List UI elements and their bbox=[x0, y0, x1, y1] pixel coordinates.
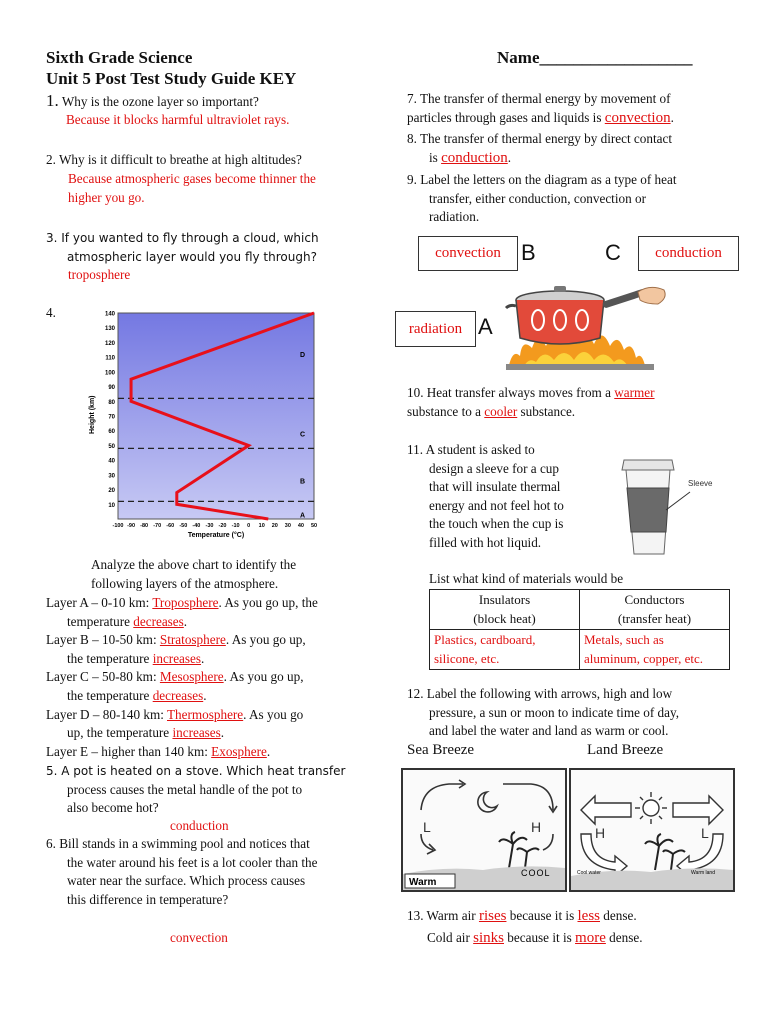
layer-e-line bbox=[46, 743, 376, 762]
cell-conductors bbox=[580, 630, 730, 670]
y-axis-label: Height (km) bbox=[89, 395, 96, 434]
x-tick-label: 20 bbox=[271, 523, 278, 529]
question-3 bbox=[46, 229, 319, 266]
layer-a-line-2 bbox=[46, 613, 376, 632]
q13-line2-end: dense. bbox=[605, 930, 643, 945]
q12-line-3: and label the water and land as warm or cool. bbox=[429, 723, 669, 739]
period: . bbox=[183, 613, 188, 629]
q1-answer: Because it blocks harmful ultraviolet rays. bbox=[66, 112, 290, 127]
q13-answer-1: rises bbox=[478, 908, 507, 924]
x-tick-label: 10 bbox=[258, 523, 265, 529]
layer-a-pre: Layer A – 0-10 km: bbox=[46, 595, 153, 610]
x-tick-label: -70 bbox=[153, 523, 162, 529]
layer-b-pre2: the temperature bbox=[67, 650, 153, 666]
q7-line-2 bbox=[407, 109, 674, 128]
doc-title bbox=[46, 47, 296, 89]
q13-line-2 bbox=[407, 927, 643, 949]
q10-line-1 bbox=[407, 384, 655, 403]
q3-answer: troposphere bbox=[68, 267, 131, 282]
y-tick-label: 70 bbox=[108, 414, 115, 421]
header-conductors-title: Conductors bbox=[624, 592, 685, 607]
letter-a: A bbox=[478, 314, 493, 339]
period: . bbox=[201, 650, 205, 666]
x-tick-label: -30 bbox=[205, 523, 214, 529]
question-7 bbox=[407, 90, 674, 127]
palm-tree-icon bbox=[499, 832, 539, 868]
q13-answer-2: less bbox=[577, 908, 600, 924]
header-insulators-sub: (block heat) bbox=[473, 610, 536, 626]
land-warm-land-label: Warm land bbox=[691, 870, 715, 876]
q4-number: 4. bbox=[46, 305, 56, 320]
q13-line2-pre: Cold air bbox=[427, 930, 474, 945]
coffee-cup-illustration bbox=[612, 452, 732, 560]
y-tick-label: 30 bbox=[108, 473, 115, 480]
table-row bbox=[430, 630, 730, 670]
analysis-intro bbox=[91, 556, 296, 593]
header-insulators-title: Insulators bbox=[478, 592, 531, 607]
period: . bbox=[266, 743, 271, 759]
x-tick-label: -90 bbox=[127, 523, 136, 529]
layer-d-line bbox=[46, 706, 376, 725]
q6-line-3: water near the surface. Which process causes bbox=[67, 873, 306, 889]
layer-b-mid: . As you go up, bbox=[225, 632, 306, 648]
hand-icon bbox=[638, 287, 665, 304]
x-tick-label: -60 bbox=[166, 523, 175, 529]
q11-line-2: design a sleeve for a cup bbox=[429, 460, 559, 476]
x-tick-label: -50 bbox=[179, 523, 188, 529]
chart-plot-area bbox=[118, 313, 314, 519]
x-axis-label: Temperature (°C) bbox=[187, 532, 245, 539]
land-cool-water-label: Cool water bbox=[577, 870, 601, 876]
y-tick-label: 60 bbox=[108, 429, 115, 436]
label-box-b: convection bbox=[418, 236, 518, 271]
layer-label: B bbox=[300, 478, 306, 486]
sea-warm-label: Warm bbox=[409, 877, 437, 888]
x-tick-label: -100 bbox=[112, 523, 124, 529]
x-tick-label: 50 bbox=[310, 523, 318, 529]
cup-lid-icon bbox=[622, 460, 674, 470]
sleeve-pointer bbox=[666, 492, 690, 510]
y-tick-label: 130 bbox=[104, 326, 115, 333]
q10-answer-2: cooler bbox=[484, 403, 518, 419]
layer-b-line bbox=[46, 631, 376, 650]
cell-insulators-line-2: silicone, etc. bbox=[434, 650, 500, 666]
analysis-intro-line-1: Analyze the above chart to identify the bbox=[91, 557, 297, 572]
land-breeze-diagram bbox=[569, 768, 735, 892]
y-tick-label: 10 bbox=[108, 502, 115, 509]
y-tick-label: 80 bbox=[108, 399, 115, 406]
q13-line1-pre: 13. Warm air bbox=[407, 908, 479, 923]
q10-answer-1: warmer bbox=[614, 385, 655, 400]
q9-line-1: 9. Label the letters on the diagram as a type of heat bbox=[407, 172, 677, 187]
q11-line-3: that will insulate thermal bbox=[429, 479, 561, 495]
layer-a-trend: decreases bbox=[133, 613, 184, 629]
sea-breeze-diagram bbox=[401, 768, 567, 892]
q12-line-2: pressure, a sun or moon to indicate time of day, bbox=[429, 704, 680, 720]
layer-c-mid: . As you go up, bbox=[223, 669, 304, 685]
pot-icon bbox=[506, 286, 604, 344]
layer-label: C bbox=[300, 431, 306, 439]
layer-c-pre: Layer C – 50-80 km: bbox=[46, 669, 160, 685]
x-tick-label: -20 bbox=[218, 523, 227, 529]
cell-conductors-line-1: Metals, such as bbox=[584, 632, 664, 647]
layer-c-pre2: the temperature bbox=[67, 687, 153, 703]
q8-line-2 bbox=[407, 149, 672, 168]
q2-text: 2. Why is it difficult to breathe at high altitudes? bbox=[46, 152, 302, 167]
sleeve-label: Sleeve bbox=[688, 479, 713, 488]
q10-text-3: substance. bbox=[517, 403, 576, 419]
q7-answer: convection bbox=[604, 109, 671, 126]
sun-icon bbox=[635, 792, 667, 824]
y-tick-label: 110 bbox=[105, 355, 115, 362]
y-tick-label: 20 bbox=[108, 488, 115, 495]
q13-answer-3: sinks bbox=[473, 930, 504, 946]
q5-answer: conduction bbox=[170, 818, 229, 833]
q12-line-1: 12. Label the following with arrows, high and low bbox=[407, 686, 673, 701]
q10-line-2 bbox=[407, 403, 655, 422]
header-insulators bbox=[430, 590, 580, 630]
q11-line-1: 11. A student is asked to bbox=[407, 442, 535, 457]
letter-c: C bbox=[605, 240, 621, 265]
layer-c-answer: Mesosphere bbox=[159, 669, 224, 685]
x-tick-label: -10 bbox=[231, 523, 240, 529]
q2-answer-line-2: higher you go. bbox=[68, 189, 145, 205]
layer-d-line-2 bbox=[46, 724, 376, 743]
q2-answer-line-1: Because atmospheric gases become thinner the bbox=[68, 171, 316, 186]
x-tick-label: 30 bbox=[284, 523, 291, 529]
question-10 bbox=[407, 384, 655, 421]
q13-line-1 bbox=[407, 905, 643, 927]
stove-burner-icon bbox=[506, 364, 654, 370]
layer-d-pre2: up, the temperature bbox=[67, 725, 173, 741]
question-8 bbox=[407, 130, 672, 167]
q2-answer bbox=[68, 170, 316, 207]
q13-line2-mid: because it is bbox=[504, 930, 576, 945]
period: . bbox=[220, 725, 225, 741]
layer-d-pre: Layer D – 80-140 km: bbox=[46, 706, 167, 722]
question-6 bbox=[46, 835, 317, 909]
question-11 bbox=[407, 441, 564, 553]
cell-insulators-line-1: Plastics, cardboard, bbox=[434, 632, 536, 647]
q11-line-6: filled with hot liquid. bbox=[429, 534, 542, 550]
sea-breeze-title: Sea Breeze bbox=[407, 742, 475, 758]
letter-b: B bbox=[521, 240, 536, 265]
q1-text: Why is the ozone layer so important? bbox=[61, 94, 259, 109]
y-tick-label: 140 bbox=[104, 311, 115, 318]
layer-a-pre2: temperature bbox=[67, 613, 134, 629]
q3-line-1: 3. If you wanted to fly through a cloud, which bbox=[46, 231, 319, 245]
q1-number: 1. bbox=[46, 91, 59, 110]
q3-line-2: atmospheric layer would you fly through? bbox=[67, 249, 317, 264]
layer-c-line bbox=[46, 668, 376, 687]
layer-b-answer: Stratosphere bbox=[159, 632, 226, 648]
q13-line1-mid: because it is bbox=[506, 908, 578, 923]
y-tick-label: 120 bbox=[104, 340, 115, 347]
q6-line-4: this difference in temperature? bbox=[67, 891, 229, 907]
layer-a-line bbox=[46, 594, 376, 613]
x-tick-label: -40 bbox=[192, 523, 201, 529]
question-1 bbox=[46, 92, 259, 112]
land-high-pressure: H bbox=[595, 825, 606, 841]
q6-line-2: the water around his feet is a lot cooler than the bbox=[67, 854, 318, 870]
table-header-row bbox=[430, 590, 730, 630]
moon-icon bbox=[478, 792, 497, 812]
name-field-label: Name__________________ bbox=[497, 48, 693, 67]
y-tick-label: 50 bbox=[108, 443, 115, 450]
sea-cool-label: COOL bbox=[521, 868, 551, 878]
x-tick-label: 0 bbox=[247, 523, 251, 529]
layer-d-mid: . As you go bbox=[243, 706, 304, 722]
layer-a-answer: Troposphere bbox=[152, 595, 219, 610]
y-tick-label: 40 bbox=[108, 458, 115, 465]
header-conductors bbox=[580, 590, 730, 630]
sea-low-pressure: L bbox=[423, 819, 431, 835]
cell-insulators bbox=[430, 630, 580, 670]
q7-line-1: 7. The transfer of thermal energy by movement of bbox=[407, 91, 671, 106]
pot-on-stove-illustration bbox=[498, 278, 670, 372]
q7-text-2: particles through gases and liquids is bbox=[407, 109, 605, 125]
question-5 bbox=[46, 762, 345, 818]
q5-line-3: also become hot? bbox=[67, 800, 159, 816]
cup-sleeve-icon bbox=[627, 488, 669, 532]
question-12 bbox=[407, 685, 679, 741]
q8-answer: conduction bbox=[441, 149, 508, 166]
title-line-1: Sixth Grade Science bbox=[46, 48, 193, 67]
q8-line-1: 8. The transfer of thermal energy by direct contact bbox=[407, 131, 672, 146]
x-tick-label: -80 bbox=[140, 523, 149, 529]
header-conductors-sub: (transfer heat) bbox=[617, 610, 692, 626]
layer-e-answer: Exosphere bbox=[211, 743, 267, 759]
label-box-c: conduction bbox=[638, 236, 739, 271]
q9-line-2: transfer, either conduction, convection or bbox=[429, 190, 646, 206]
q10-text-2: substance to a bbox=[407, 403, 485, 419]
x-tick-label: 40 bbox=[297, 523, 304, 529]
materials-prompt: List what kind of materials would be bbox=[429, 571, 624, 586]
title-line-2: Unit 5 Post Test Study Guide KEY bbox=[46, 69, 297, 88]
layer-b-line-2 bbox=[46, 650, 376, 669]
y-axis-ticks bbox=[105, 312, 116, 509]
q11-line-4: energy and not feel hot to bbox=[429, 497, 564, 513]
period: . bbox=[203, 687, 207, 703]
y-tick-label: 90 bbox=[108, 385, 115, 392]
layer-d-answer: Thermosphere bbox=[167, 706, 244, 722]
layer-label: D bbox=[300, 352, 306, 360]
q6-line-1: 6. Bill stands in a swimming pool and notices that bbox=[46, 836, 310, 851]
layer-d-trend: increases bbox=[172, 725, 221, 741]
question-9 bbox=[407, 171, 677, 227]
q5-line-2: process causes the metal handle of the pot to bbox=[67, 781, 303, 797]
x-axis-ticks bbox=[112, 523, 317, 529]
layer-c-trend: decreases bbox=[152, 687, 204, 703]
atmosphere-temperature-chart bbox=[82, 305, 322, 545]
materials-table bbox=[429, 589, 730, 670]
land-low-pressure: L bbox=[701, 825, 709, 841]
layer-b-trend: increases bbox=[152, 650, 202, 666]
cell-conductors-line-2: aluminum, copper, etc. bbox=[584, 650, 703, 666]
land-breeze-title: Land Breeze bbox=[587, 742, 664, 758]
q9-line-3: radiation. bbox=[429, 209, 480, 225]
sea-high-pressure: H bbox=[531, 819, 542, 835]
q7-end: . bbox=[670, 109, 674, 125]
q10-text-1: 10. Heat transfer always moves from a bbox=[407, 385, 615, 400]
q8-text-2: is bbox=[429, 149, 442, 165]
question-13 bbox=[407, 905, 643, 949]
q11-line-5: the touch when the cup is bbox=[429, 516, 564, 532]
layer-c-line-2 bbox=[46, 687, 376, 706]
layer-a-mid: . As you go up, the bbox=[218, 595, 318, 610]
y-tick-label: 100 bbox=[104, 370, 115, 377]
layer-analysis bbox=[46, 594, 376, 761]
label-box-a: radiation bbox=[395, 311, 476, 347]
q6-answer: convection bbox=[170, 930, 228, 945]
analysis-intro-line-2: following layers of the atmosphere. bbox=[91, 575, 279, 591]
layer-e-pre: Layer E – higher than 140 km: bbox=[46, 743, 212, 759]
q8-end: . bbox=[507, 149, 512, 165]
q5-line-1: 5. A pot is heated on a stove. Which heat transfer bbox=[46, 764, 346, 778]
layer-label: A bbox=[300, 512, 306, 520]
layer-b-pre: Layer B – 10-50 km: bbox=[46, 632, 160, 648]
q13-line1-end: dense. bbox=[600, 908, 637, 923]
q13-answer-4: more bbox=[575, 930, 606, 946]
